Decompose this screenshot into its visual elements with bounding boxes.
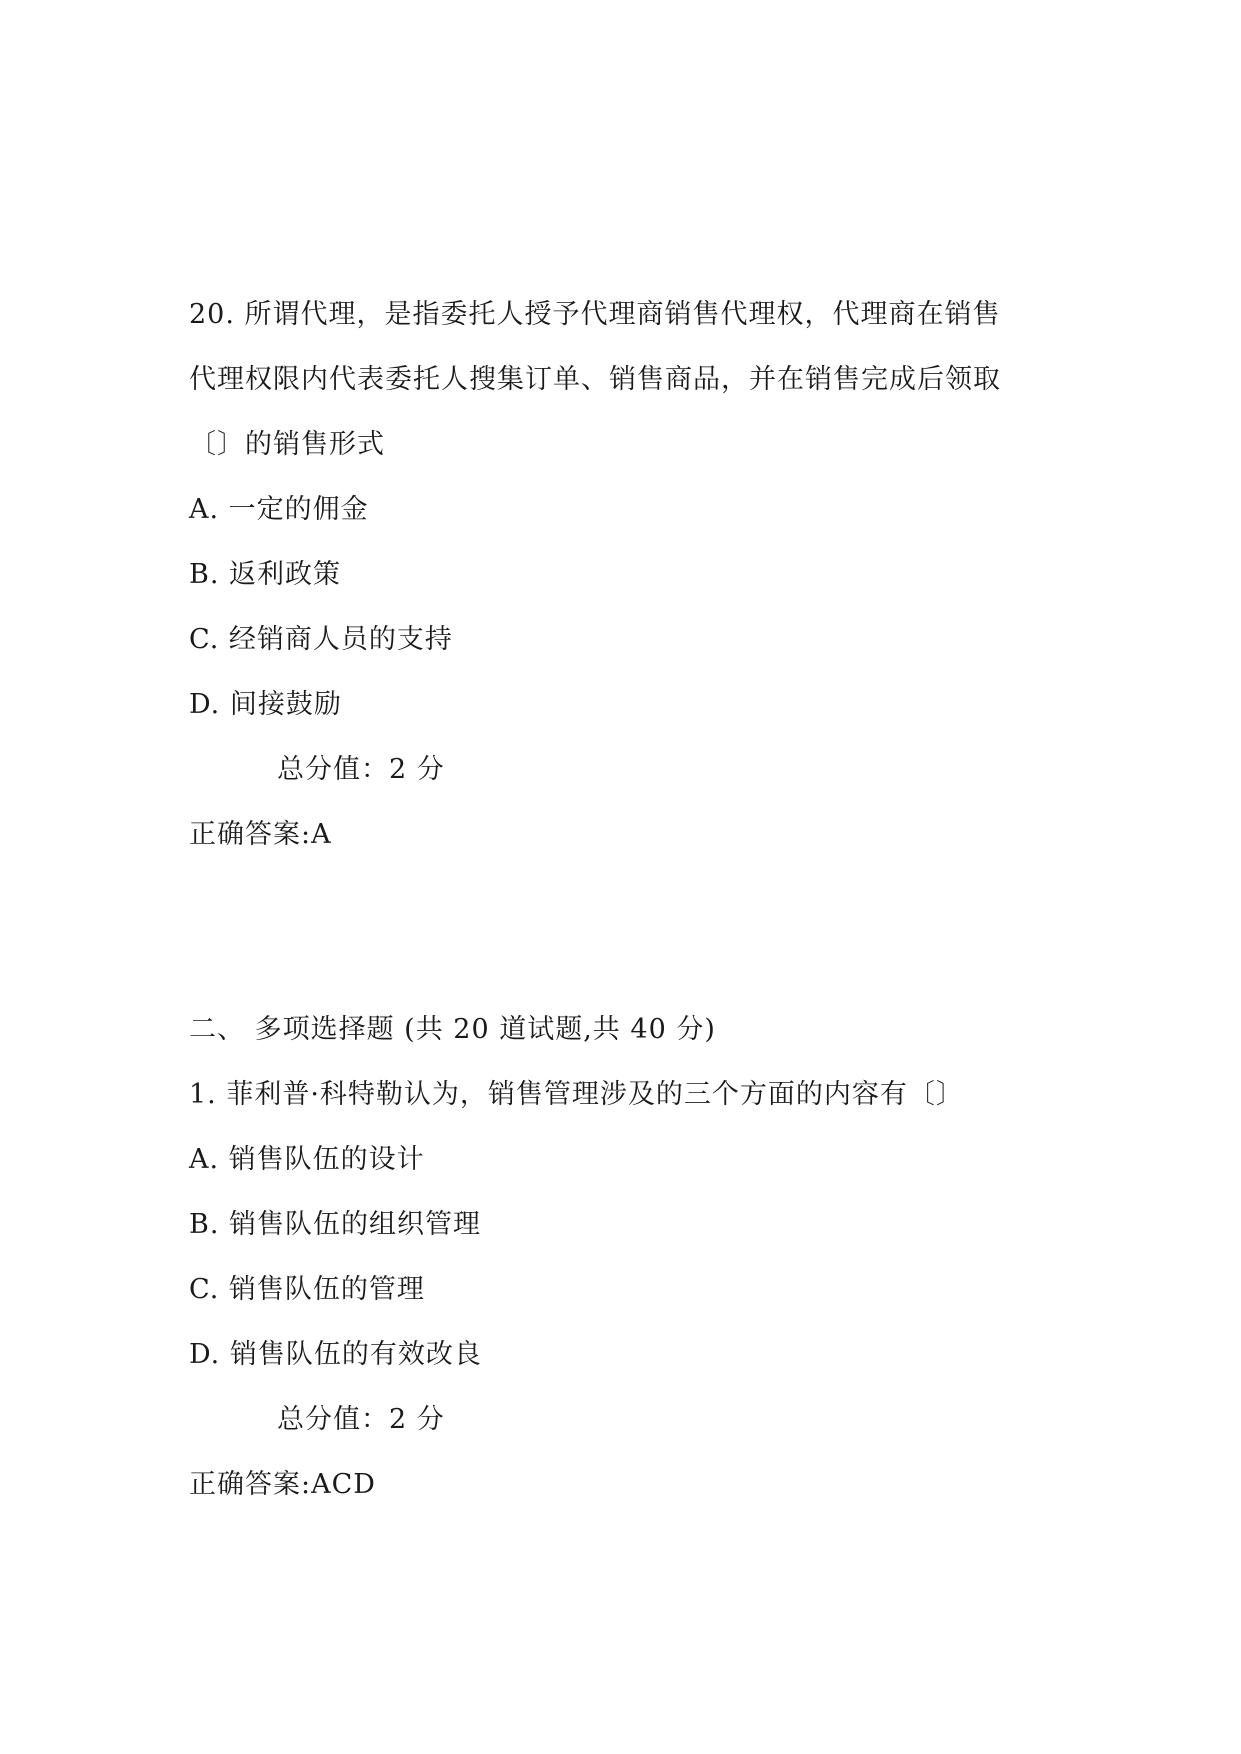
question-20-option-d: D. 间接鼓励 bbox=[189, 689, 342, 720]
question-1-score: 总分值：2 分 bbox=[277, 1404, 445, 1435]
question-20-option-b: B. 返利政策 bbox=[189, 559, 342, 590]
question-1-option-d: D. 销售队伍的有效改良 bbox=[189, 1339, 482, 1370]
question-20-option-c: C. 经销商人员的支持 bbox=[189, 624, 453, 655]
question-20-stem-line-3: 〔〕的销售形式 bbox=[189, 429, 385, 460]
question-20-answer: 正确答案:A bbox=[189, 819, 332, 850]
question-20-score: 总分值：2 分 bbox=[277, 754, 445, 785]
section-heading: 二、 多项选择题 (共 20 道试题,共 40 分) bbox=[189, 1014, 716, 1045]
question-1-option-b: B. 销售队伍的组织管理 bbox=[189, 1209, 482, 1240]
question-20-stem-line-1: 20. 所谓代理，是指委托人授予代理商销售代理权，代理商在销售 bbox=[189, 299, 1001, 330]
question-1-answer: 正确答案:ACD bbox=[189, 1469, 376, 1500]
question-20-option-a: A. 一定的佣金 bbox=[189, 494, 369, 525]
question-1-option-a: A. 销售队伍的设计 bbox=[189, 1144, 425, 1175]
question-1-stem: 1. 菲利普·科特勒认为，销售管理涉及的三个方面的内容有〔〕 bbox=[189, 1079, 964, 1110]
question-1-option-c: C. 销售队伍的管理 bbox=[189, 1274, 425, 1305]
question-20-stem-line-2: 代理权限内代表委托人搜集订单、销售商品，并在销售完成后领取 bbox=[189, 364, 1001, 395]
